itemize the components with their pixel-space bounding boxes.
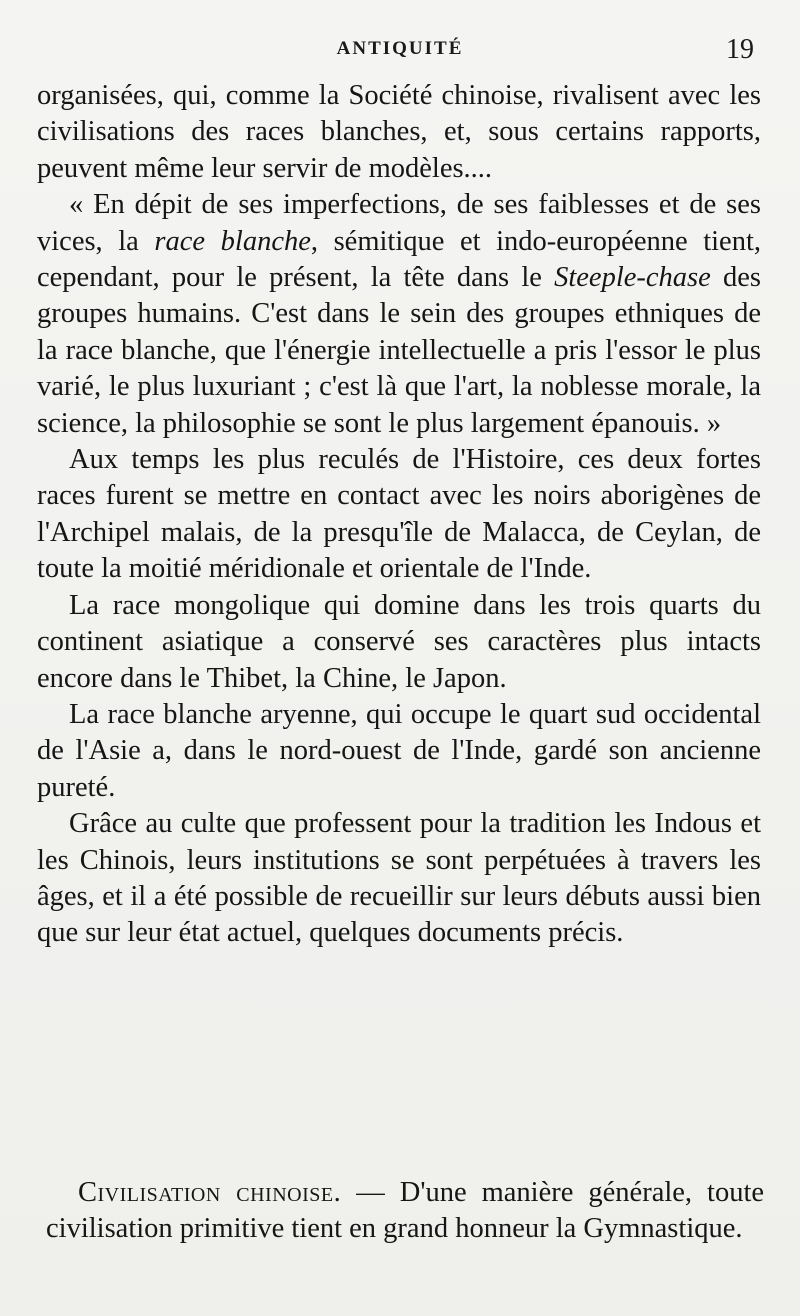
section-text: D'une manière générale, toute civilisation primitive tient en grand honneur la Gymnastique. bbox=[46, 1177, 765, 1245]
paragraph-text: Aux temps les plus reculés de l'Histoire, ces deux fortes races furent se mettre en contact avec les noirs aborigènes de l'Archipel malais, de la presqu'île de Malacca, de Ceylan, de toute la moitié méridionale et orientale de l'Inde. bbox=[37, 444, 761, 585]
paragraph-text: organisées, qui, comme la Société chinoise, rivalisent avec les civilisations des races blanches, et, sous certains rapports, peuvent même leur servir de modèles.... bbox=[37, 80, 761, 184]
paragraph-text: Grâce au culte que professent pour la tradition les Indous et les Chinois, leurs institutions se sont perpétuées à travers les âges, et il a été possible de recueillir sur leurs débuts aussi bien que sur leur état actuel, quelques documents précis. bbox=[37, 808, 761, 949]
section-dash: — bbox=[341, 1177, 400, 1208]
paragraph-6 bbox=[37, 806, 761, 952]
section-civilisation-chinoise bbox=[46, 1175, 764, 1248]
running-head bbox=[0, 36, 800, 66]
paragraph-2-quote bbox=[37, 187, 761, 442]
section-heading: Civilisation chinoise. bbox=[78, 1177, 342, 1208]
paragraph-1 bbox=[37, 78, 761, 187]
paragraph-4 bbox=[37, 588, 761, 697]
paragraph-text: des groupes humains. C'est dans le sein des groupes ethniques de la race blanche, que l'énergie intellectuelle a pris l'essor le plus varié, le plus luxuriant ; c'est là que l'art, la noblesse morale, la science, la philosophie se sont le plus largement épanouis. » bbox=[37, 262, 761, 439]
italic-term: Steeple-chase bbox=[554, 262, 711, 294]
paragraph-text: « En dépit de ses imperfections, de ses faiblesses et de ses vices, la bbox=[37, 189, 761, 257]
paragraph-text: La race blanche aryenne, qui occupe le quart sud occidental de l'Asie a, dans le nord-ouest de l'Inde, gardé son ancienne pureté. bbox=[37, 698, 761, 803]
page-number: 19 bbox=[726, 34, 754, 65]
paragraph-5 bbox=[37, 697, 761, 806]
italic-term: race blanche bbox=[154, 225, 311, 257]
paragraph-text: , sémitique et indo-européenne tient, cependant, pour le présent, la tête dans le bbox=[37, 225, 761, 294]
body-text bbox=[37, 78, 761, 952]
paragraph-text: La race mongolique qui domine dans les trois quarts du continent asiatique a conservé ses caractères plus intacts encore dans le Thibet, la Chine, le Japon. bbox=[37, 589, 761, 694]
paragraph-3 bbox=[37, 442, 761, 588]
running-title: ANTIQUITÉ bbox=[336, 38, 464, 59]
